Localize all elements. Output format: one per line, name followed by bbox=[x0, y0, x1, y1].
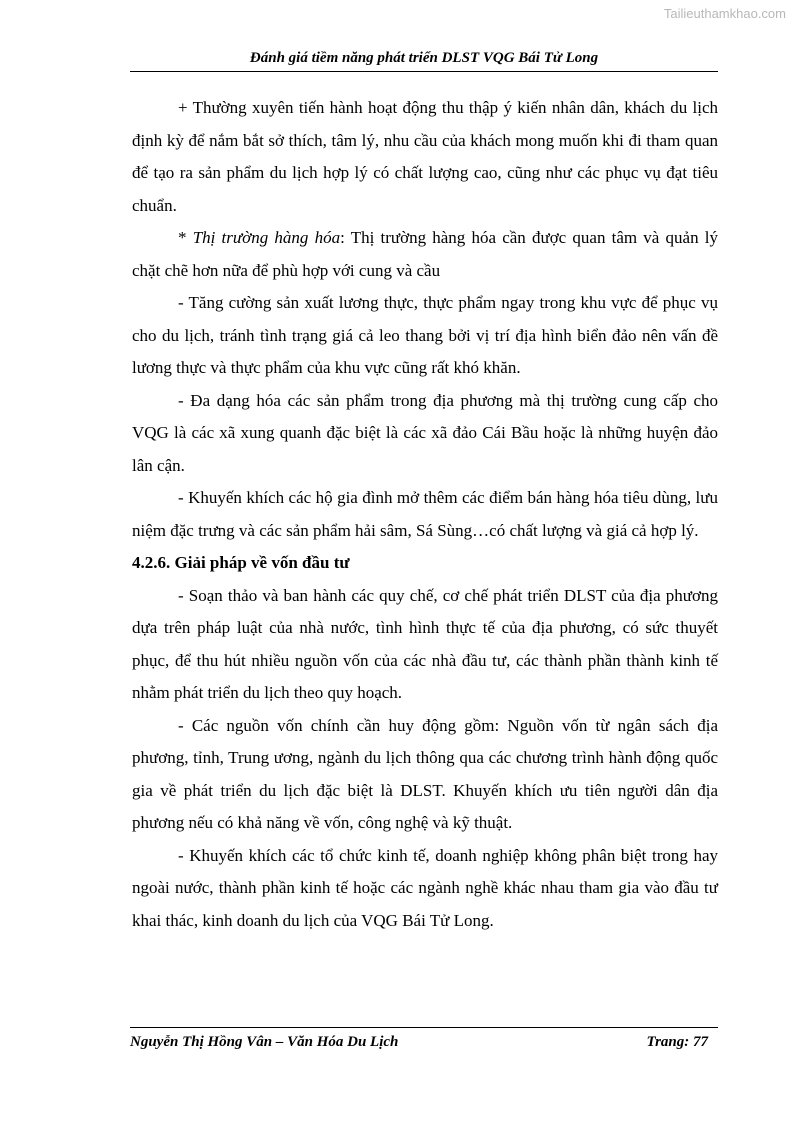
running-header-title: Đánh giá tiềm năng phát triển DLST VQG Bái Tử Long bbox=[249, 50, 599, 66]
paragraph-encourage-orgs: - Khuyến khích các tổ chức kinh tế, doanh nghiệp không phân biệt trong hay ngoài nước, thành phần kinh tế hoặc các ngành nghề khác nhau tham gia vào đầu tư khai thác, kinh doanh du lịch của VQG Bái Tử Long. bbox=[132, 845, 718, 930]
footer-page-number: Trang: 77 bbox=[646, 1034, 708, 1050]
paragraph-household-shops: - Khuyến khích các hộ gia đình mở thêm các điểm bán hàng hóa tiêu dùng, lưu niệm đặc trưng và các sản phẩm hải sâm, Sá Sùng…có chất lượng và giá cả hợp lý. bbox=[132, 488, 718, 540]
footer-author: Nguyễn Thị Hồng Vân – Văn Hóa Du Lịch bbox=[130, 1034, 399, 1050]
section-heading-investment: 4.2.6. Giải pháp về vốn đầu tư bbox=[132, 553, 350, 572]
paragraph-capital-sources: - Các nguồn vốn chính cần huy động gồm: Nguồn vốn từ ngân sách địa phương, tỉnh, Trung ương, ngành du lịch thông qua các chương trình hành động quốc gia về phát triển du lịch đặc biệt là DLST. Khuyến khích ưu tiên người dân địa phương nếu có khả năng về vốn, công nghệ và kỹ thuật. bbox=[132, 715, 718, 832]
header-rule bbox=[130, 71, 718, 72]
page-body bbox=[132, 92, 718, 937]
watermark-text: Tailieuthamkhao.com bbox=[663, 6, 786, 21]
paragraph-regulations: - Soạn thảo và ban hành các quy chế, cơ chế phát triển DLST của địa phương dựa trên pháp luật của nhà nước, tình hình thực tế của địa phương, có sức thuyết phục, để thu hút nhiều nguồn vốn của các nhà đầu tư, các thành phần thành kinh tế nhằm phát triển du lịch theo quy hoạch. bbox=[132, 585, 718, 702]
footer-rule bbox=[130, 1027, 718, 1028]
goods-market-label: Thị trường hàng hóa bbox=[192, 228, 341, 247]
paragraph-product-diversity: - Đa dạng hóa các sản phẩm trong địa phương mà thị trường cung cấp cho VQG là các xã xung quanh đặc biệt là các xã đảo Cái Bầu hoặc là những huyện đảo lân cận. bbox=[132, 390, 718, 475]
goods-market-text: : Thị trường hàng hóa cần được quan tâm và quản lý chặt chẽ hơn nữa để phù hợp với cung và cầu bbox=[132, 228, 718, 280]
paragraph-survey: + Thường xuyên tiến hành hoạt động thu thập ý kiến nhân dân, khách du lịch định kỳ để nắm bắt sở thích, tâm lý, nhu cầu của khách mong muốn khi đi tham quan để tạo ra sản phẩm du lịch hợp lý có chất lượng cao, cũng như các phục vụ đạt tiêu chuẩn. bbox=[132, 98, 718, 215]
paragraph-food-production: - Tăng cường sản xuất lương thực, thực phẩm ngay trong khu vực để phục vụ cho du lịch, tránh tình trạng giá cả leo thang bởi vị trí địa hình biển đảo nên vấn đề lương thực và thực phẩm của khu vực cũng rất khó khăn. bbox=[132, 293, 718, 377]
paragraph-goods-market bbox=[132, 222, 718, 287]
bullet-star: * bbox=[178, 228, 193, 247]
